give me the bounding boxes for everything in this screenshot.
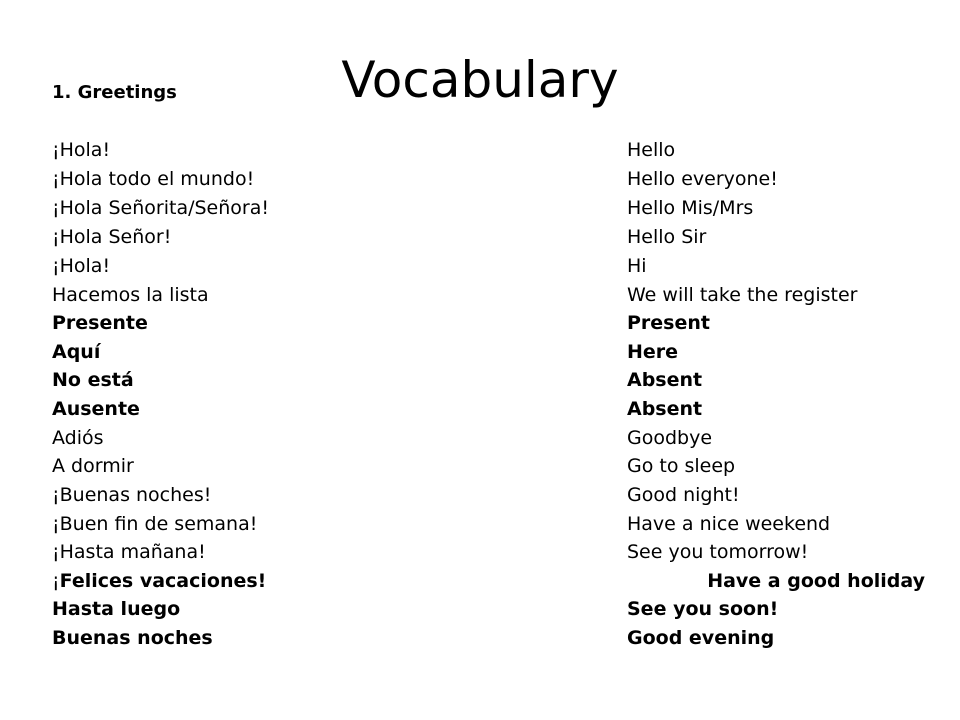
vocab-row (0, 538, 960, 567)
english-translation: Hello (627, 139, 676, 161)
slide-title: Vocabulary (341, 51, 619, 109)
spanish-phrase: ¡Hola Señor! (52, 226, 172, 248)
english-translation: Hello Sir (627, 226, 707, 248)
spanish-phrase: Ausente (52, 398, 140, 420)
spanish-phrase: ¡Hola! (52, 139, 111, 161)
vocab-row (0, 624, 960, 653)
vocab-row (0, 136, 960, 165)
spanish-phrase: Hacemos la lista (52, 284, 209, 306)
vocab-row (0, 223, 960, 252)
spanish-phrase: Buenas noches (52, 627, 213, 649)
spanish-phrase: Presente (52, 312, 148, 334)
english-translation: We will take the register (627, 284, 858, 306)
inverted-exclamation-mark: ¡ (52, 570, 60, 592)
spanish-phrase: Aquí (52, 341, 101, 363)
vocab-row (0, 252, 960, 281)
vocab-row (0, 452, 960, 481)
english-translation: Absent (627, 398, 703, 420)
vocab-row (0, 338, 960, 367)
spanish-phrase: Felices vacaciones! (59, 570, 267, 592)
english-translation: See you soon! (627, 598, 779, 620)
spanish-phrase: A dormir (52, 455, 134, 477)
vocab-row (0, 165, 960, 194)
spanish-phrase: No está (52, 369, 134, 391)
english-translation: Goodbye (627, 427, 713, 449)
vocab-row (0, 309, 960, 338)
spanish-phrase: Adiós (52, 427, 104, 449)
spanish-phrase: ¡Hola todo el mundo! (52, 168, 255, 190)
english-translation: Present (627, 312, 710, 334)
english-translation: Have a nice weekend (627, 513, 831, 535)
vocab-row (0, 194, 960, 223)
vocab-row (0, 424, 960, 453)
english-translation: Good evening (627, 627, 775, 649)
english-translation: Go to sleep (627, 455, 736, 477)
vocab-row (0, 595, 960, 624)
english-translation: Hello everyone! (627, 168, 778, 190)
spanish-phrase: Hasta luego (52, 598, 181, 620)
section-heading: 1. Greetings (52, 82, 177, 103)
vocab-row (0, 567, 960, 596)
english-translation: Absent (627, 369, 703, 391)
vocab-row (0, 510, 960, 539)
spanish-phrase: ¡Buenas noches! (52, 484, 212, 506)
english-translation: Here (627, 341, 679, 363)
spanish-phrase: ¡Buen fin de semana! (52, 513, 258, 535)
vocab-row (0, 481, 960, 510)
spanish-phrase: ¡Hola! (52, 255, 111, 277)
spanish-phrase: ¡Hasta mañana! (52, 541, 206, 563)
vocab-row (0, 366, 960, 395)
english-translation: Hello Mis/Mrs (627, 197, 754, 219)
english-translation: Hi (627, 255, 647, 277)
vocab-row (0, 281, 960, 310)
english-translation: Good night! (627, 484, 740, 506)
vocab-row (0, 395, 960, 424)
spanish-phrase-wrapper (52, 567, 266, 596)
english-translation: Have a good holiday (707, 570, 925, 592)
english-translation: See you tomorrow! (627, 541, 809, 563)
spanish-phrase: ¡Hola Señorita/Señora! (52, 197, 269, 219)
